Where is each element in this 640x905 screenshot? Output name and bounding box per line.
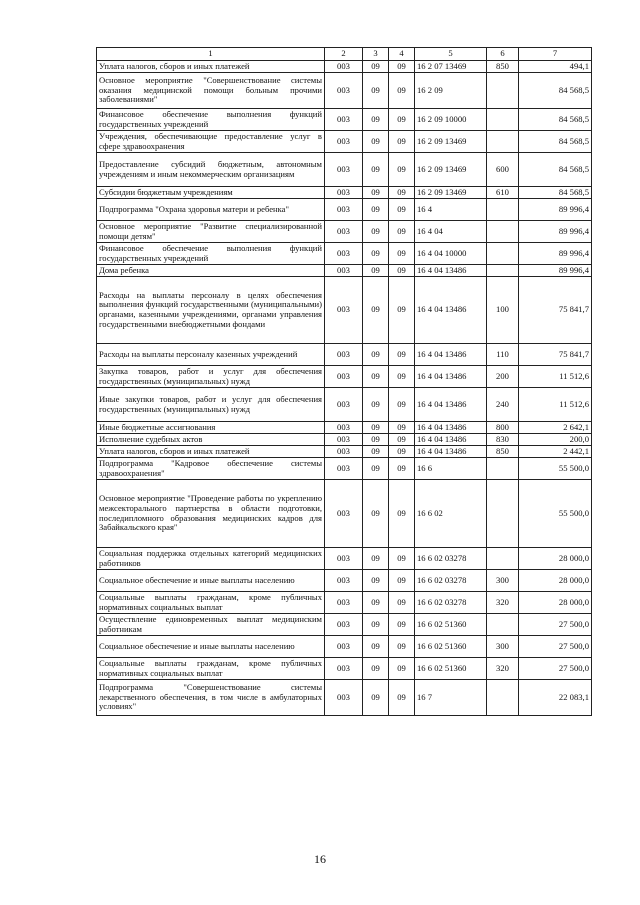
row-pr-cell: 09 xyxy=(389,480,415,548)
row-csr-cell: 16 4 04 13486 xyxy=(415,434,487,446)
budget-table xyxy=(96,47,592,716)
table-row xyxy=(97,446,592,458)
table-row xyxy=(97,480,592,548)
row-csr-cell: 16 2 09 13469 xyxy=(415,153,487,187)
row-sum-cell: 84 568,5 xyxy=(519,187,592,199)
row-sum-cell: 27 500,0 xyxy=(519,658,592,680)
row-pr-cell: 09 xyxy=(389,73,415,109)
row-ved-cell: 003 xyxy=(325,592,363,614)
row-sum-cell: 84 568,5 xyxy=(519,131,592,153)
row-sum-cell: 11 512,6 xyxy=(519,388,592,422)
row-name-cell: Социальные выплаты гражданам, кроме публичных нормативных социальных выплат xyxy=(97,658,325,680)
row-rz-cell: 09 xyxy=(363,366,389,388)
row-pr-cell: 09 xyxy=(389,636,415,658)
row-vr-cell xyxy=(487,73,519,109)
row-ved-cell: 003 xyxy=(325,199,363,221)
table-row xyxy=(97,199,592,221)
row-pr-cell: 09 xyxy=(389,153,415,187)
row-ved-cell: 003 xyxy=(325,265,363,277)
row-vr-cell: 850 xyxy=(487,61,519,73)
row-rz-cell: 09 xyxy=(363,61,389,73)
row-rz-cell: 09 xyxy=(363,446,389,458)
row-name-cell: Подпрограмма "Кадровое обеспечение системы здравоохранения" xyxy=(97,458,325,480)
row-csr-cell: 16 2 09 13469 xyxy=(415,187,487,199)
row-name-cell: Финансовое обеспечение выполнения функций государственных учреждений xyxy=(97,109,325,131)
row-ved-cell: 003 xyxy=(325,61,363,73)
row-csr-cell: 16 6 02 03278 xyxy=(415,592,487,614)
table-body xyxy=(97,61,592,716)
row-csr-cell: 16 4 04 13486 xyxy=(415,344,487,366)
row-csr-cell: 16 4 04 10000 xyxy=(415,243,487,265)
header-cell: 5 xyxy=(415,48,487,61)
row-name-cell: Социальная поддержка отдельных категорий медицинских работников xyxy=(97,548,325,570)
table-row xyxy=(97,61,592,73)
row-sum-cell: 89 996,4 xyxy=(519,199,592,221)
row-name-cell: Исполнение судебных актов xyxy=(97,434,325,446)
row-vr-cell: 610 xyxy=(487,187,519,199)
row-vr-cell xyxy=(487,243,519,265)
row-ved-cell: 003 xyxy=(325,434,363,446)
row-name-cell: Иные бюджетные ассигнования xyxy=(97,422,325,434)
row-csr-cell: 16 2 09 10000 xyxy=(415,109,487,131)
row-rz-cell: 09 xyxy=(363,614,389,636)
row-sum-cell: 11 512,6 xyxy=(519,366,592,388)
row-sum-cell: 89 996,4 xyxy=(519,243,592,265)
row-name-cell: Расходы на выплаты персоналу в целях обеспечения выполнения функций государственными (муниципальными) органами, казенными учреждениями, органами управления государственными внебюджетными фондами xyxy=(97,277,325,344)
row-pr-cell: 09 xyxy=(389,388,415,422)
row-csr-cell: 16 2 09 13469 xyxy=(415,131,487,153)
row-ved-cell: 003 xyxy=(325,680,363,716)
row-vr-cell xyxy=(487,265,519,277)
row-sum-cell: 89 996,4 xyxy=(519,265,592,277)
row-csr-cell: 16 6 xyxy=(415,458,487,480)
table-row xyxy=(97,614,592,636)
row-pr-cell: 09 xyxy=(389,446,415,458)
table-row xyxy=(97,434,592,446)
table-row xyxy=(97,636,592,658)
row-name-cell: Уплата налогов, сборов и иных платежей xyxy=(97,61,325,73)
row-sum-cell: 27 500,0 xyxy=(519,614,592,636)
table-row xyxy=(97,277,592,344)
row-name-cell: Социальное обеспечение и иные выплаты населению xyxy=(97,636,325,658)
row-pr-cell: 09 xyxy=(389,614,415,636)
row-vr-cell: 300 xyxy=(487,570,519,592)
row-vr-cell xyxy=(487,480,519,548)
row-ved-cell: 003 xyxy=(325,658,363,680)
row-ved-cell: 003 xyxy=(325,614,363,636)
row-rz-cell: 09 xyxy=(363,388,389,422)
row-vr-cell: 300 xyxy=(487,636,519,658)
row-rz-cell: 09 xyxy=(363,153,389,187)
row-csr-cell: 16 6 02 03278 xyxy=(415,570,487,592)
table-row xyxy=(97,388,592,422)
row-pr-cell: 09 xyxy=(389,61,415,73)
row-csr-cell: 16 7 xyxy=(415,680,487,716)
row-pr-cell: 09 xyxy=(389,277,415,344)
row-name-cell: Расходы на выплаты персоналу казенных учреждений xyxy=(97,344,325,366)
row-rz-cell: 09 xyxy=(363,221,389,243)
row-vr-cell: 320 xyxy=(487,592,519,614)
table-row xyxy=(97,422,592,434)
table-row xyxy=(97,243,592,265)
row-sum-cell: 494,1 xyxy=(519,61,592,73)
table-row xyxy=(97,592,592,614)
row-rz-cell: 09 xyxy=(363,243,389,265)
row-pr-cell: 09 xyxy=(389,366,415,388)
row-ved-cell: 003 xyxy=(325,422,363,434)
row-csr-cell: 16 4 04 xyxy=(415,221,487,243)
row-ved-cell: 003 xyxy=(325,109,363,131)
table-row xyxy=(97,265,592,277)
row-name-cell: Финансовое обеспечение выполнения функций государственных учреждений xyxy=(97,243,325,265)
row-ved-cell: 003 xyxy=(325,388,363,422)
row-ved-cell: 003 xyxy=(325,221,363,243)
row-csr-cell: 16 4 04 13486 xyxy=(415,422,487,434)
row-vr-cell: 600 xyxy=(487,153,519,187)
row-csr-cell: 16 6 02 xyxy=(415,480,487,548)
row-ved-cell: 003 xyxy=(325,570,363,592)
row-pr-cell: 09 xyxy=(389,422,415,434)
row-ved-cell: 003 xyxy=(325,131,363,153)
row-vr-cell: 240 xyxy=(487,388,519,422)
row-pr-cell: 09 xyxy=(389,187,415,199)
table-row xyxy=(97,570,592,592)
row-ved-cell: 003 xyxy=(325,153,363,187)
row-rz-cell: 09 xyxy=(363,680,389,716)
row-vr-cell xyxy=(487,548,519,570)
row-sum-cell: 84 568,5 xyxy=(519,109,592,131)
row-csr-cell: 16 6 02 03278 xyxy=(415,548,487,570)
row-pr-cell: 09 xyxy=(389,109,415,131)
row-name-cell: Основное мероприятие "Совершенствование системы оказания медицинской помощи больным прочими заболеваниями" xyxy=(97,73,325,109)
row-ved-cell: 003 xyxy=(325,446,363,458)
table-row xyxy=(97,109,592,131)
row-pr-cell: 09 xyxy=(389,458,415,480)
page-number: 16 xyxy=(314,852,326,866)
row-sum-cell: 28 000,0 xyxy=(519,570,592,592)
row-sum-cell: 84 568,5 xyxy=(519,73,592,109)
row-pr-cell: 09 xyxy=(389,570,415,592)
row-csr-cell: 16 4 04 13486 xyxy=(415,388,487,422)
row-rz-cell: 09 xyxy=(363,73,389,109)
table-row xyxy=(97,366,592,388)
row-sum-cell: 22 083,1 xyxy=(519,680,592,716)
row-rz-cell: 09 xyxy=(363,548,389,570)
header-cell: 2 xyxy=(325,48,363,61)
row-pr-cell: 09 xyxy=(389,265,415,277)
table-header-row xyxy=(97,48,592,61)
row-name-cell: Основное мероприятие "Развитие специализированной помощи детям" xyxy=(97,221,325,243)
table-row xyxy=(97,187,592,199)
row-name-cell: Социальное обеспечение и иные выплаты населению xyxy=(97,570,325,592)
row-csr-cell: 16 4 04 13486 xyxy=(415,446,487,458)
row-sum-cell: 55 500,0 xyxy=(519,480,592,548)
row-csr-cell: 16 6 02 51360 xyxy=(415,658,487,680)
row-csr-cell: 16 4 xyxy=(415,199,487,221)
header-cell: 7 xyxy=(519,48,592,61)
row-vr-cell xyxy=(487,221,519,243)
header-cell: 1 xyxy=(97,48,325,61)
row-rz-cell: 09 xyxy=(363,109,389,131)
row-rz-cell: 09 xyxy=(363,434,389,446)
row-sum-cell: 28 000,0 xyxy=(519,592,592,614)
row-vr-cell xyxy=(487,109,519,131)
row-rz-cell: 09 xyxy=(363,187,389,199)
row-sum-cell: 2 642,1 xyxy=(519,422,592,434)
row-rz-cell: 09 xyxy=(363,131,389,153)
row-vr-cell xyxy=(487,680,519,716)
row-vr-cell: 850 xyxy=(487,446,519,458)
table-row xyxy=(97,548,592,570)
row-rz-cell: 09 xyxy=(363,480,389,548)
row-pr-cell: 09 xyxy=(389,680,415,716)
table-row xyxy=(97,344,592,366)
row-ved-cell: 003 xyxy=(325,480,363,548)
row-sum-cell: 27 500,0 xyxy=(519,636,592,658)
row-name-cell: Подпрограмма "Охрана здоровья матери и ребенка" xyxy=(97,199,325,221)
row-vr-cell xyxy=(487,199,519,221)
row-rz-cell: 09 xyxy=(363,199,389,221)
row-rz-cell: 09 xyxy=(363,592,389,614)
row-vr-cell: 830 xyxy=(487,434,519,446)
row-sum-cell: 55 500,0 xyxy=(519,458,592,480)
row-rz-cell: 09 xyxy=(363,265,389,277)
header-cell: 6 xyxy=(487,48,519,61)
row-ved-cell: 003 xyxy=(325,344,363,366)
row-vr-cell: 800 xyxy=(487,422,519,434)
row-pr-cell: 09 xyxy=(389,199,415,221)
row-vr-cell xyxy=(487,458,519,480)
row-sum-cell: 28 000,0 xyxy=(519,548,592,570)
row-rz-cell: 09 xyxy=(363,570,389,592)
row-name-cell: Предоставление субсидий бюджетным, автономным учреждениям и иным некоммерческим организациям xyxy=(97,153,325,187)
row-ved-cell: 003 xyxy=(325,548,363,570)
header-cell: 3 xyxy=(363,48,389,61)
row-ved-cell: 003 xyxy=(325,73,363,109)
row-ved-cell: 003 xyxy=(325,636,363,658)
row-name-cell: Социальные выплаты гражданам, кроме публичных нормативных социальных выплат xyxy=(97,592,325,614)
row-ved-cell: 003 xyxy=(325,458,363,480)
row-pr-cell: 09 xyxy=(389,592,415,614)
row-name-cell: Дома ребенка xyxy=(97,265,325,277)
row-rz-cell: 09 xyxy=(363,658,389,680)
row-name-cell: Уплата налогов, сборов и иных платежей xyxy=(97,446,325,458)
row-vr-cell: 110 xyxy=(487,344,519,366)
row-csr-cell: 16 6 02 51360 xyxy=(415,614,487,636)
row-name-cell: Иные закупки товаров, работ и услуг для обеспечения государственных (муниципальных) нужд xyxy=(97,388,325,422)
row-vr-cell: 100 xyxy=(487,277,519,344)
row-pr-cell: 09 xyxy=(389,131,415,153)
table-row xyxy=(97,131,592,153)
row-name-cell: Закупка товаров, работ и услуг для обеспечения государственных (муниципальных) нужд xyxy=(97,366,325,388)
row-ved-cell: 003 xyxy=(325,187,363,199)
row-rz-cell: 09 xyxy=(363,277,389,344)
row-csr-cell: 16 6 02 51360 xyxy=(415,636,487,658)
row-sum-cell: 75 841,7 xyxy=(519,277,592,344)
row-csr-cell: 16 4 04 13486 xyxy=(415,277,487,344)
row-sum-cell: 89 996,4 xyxy=(519,221,592,243)
row-sum-cell: 200,0 xyxy=(519,434,592,446)
row-sum-cell: 75 841,7 xyxy=(519,344,592,366)
table-row xyxy=(97,153,592,187)
table-row xyxy=(97,73,592,109)
table-row xyxy=(97,458,592,480)
row-name-cell: Основное мероприятие "Проведение работы по укреплению межсекторального партнерства в области подготовки, последипломного образования медицинских кадров для Забайкальского края" xyxy=(97,480,325,548)
row-vr-cell xyxy=(487,614,519,636)
row-rz-cell: 09 xyxy=(363,344,389,366)
row-vr-cell: 200 xyxy=(487,366,519,388)
row-rz-cell: 09 xyxy=(363,636,389,658)
table-row xyxy=(97,221,592,243)
row-vr-cell xyxy=(487,131,519,153)
row-csr-cell: 16 2 09 xyxy=(415,73,487,109)
row-pr-cell: 09 xyxy=(389,221,415,243)
row-pr-cell: 09 xyxy=(389,243,415,265)
row-ved-cell: 003 xyxy=(325,277,363,344)
row-pr-cell: 09 xyxy=(389,434,415,446)
header-cell: 4 xyxy=(389,48,415,61)
row-pr-cell: 09 xyxy=(389,658,415,680)
row-name-cell: Учреждения, обеспечивающие предоставление услуг в сфере здравоохранения xyxy=(97,131,325,153)
table-row xyxy=(97,658,592,680)
row-vr-cell: 320 xyxy=(487,658,519,680)
row-csr-cell: 16 4 04 13486 xyxy=(415,366,487,388)
row-name-cell: Субсидии бюджетным учреждениям xyxy=(97,187,325,199)
row-ved-cell: 003 xyxy=(325,366,363,388)
row-rz-cell: 09 xyxy=(363,422,389,434)
row-ved-cell: 003 xyxy=(325,243,363,265)
row-pr-cell: 09 xyxy=(389,344,415,366)
row-csr-cell: 16 2 07 13469 xyxy=(415,61,487,73)
row-name-cell: Подпрограмма "Совершенствование системы лекарственного обеспечения, в том числе в амбулаторных условиях" xyxy=(97,680,325,716)
row-sum-cell: 84 568,5 xyxy=(519,153,592,187)
row-csr-cell: 16 4 04 13486 xyxy=(415,265,487,277)
table-row xyxy=(97,680,592,716)
row-sum-cell: 2 442,1 xyxy=(519,446,592,458)
row-rz-cell: 09 xyxy=(363,458,389,480)
row-pr-cell: 09 xyxy=(389,548,415,570)
row-name-cell: Осуществление единовременных выплат медицинским работникам xyxy=(97,614,325,636)
